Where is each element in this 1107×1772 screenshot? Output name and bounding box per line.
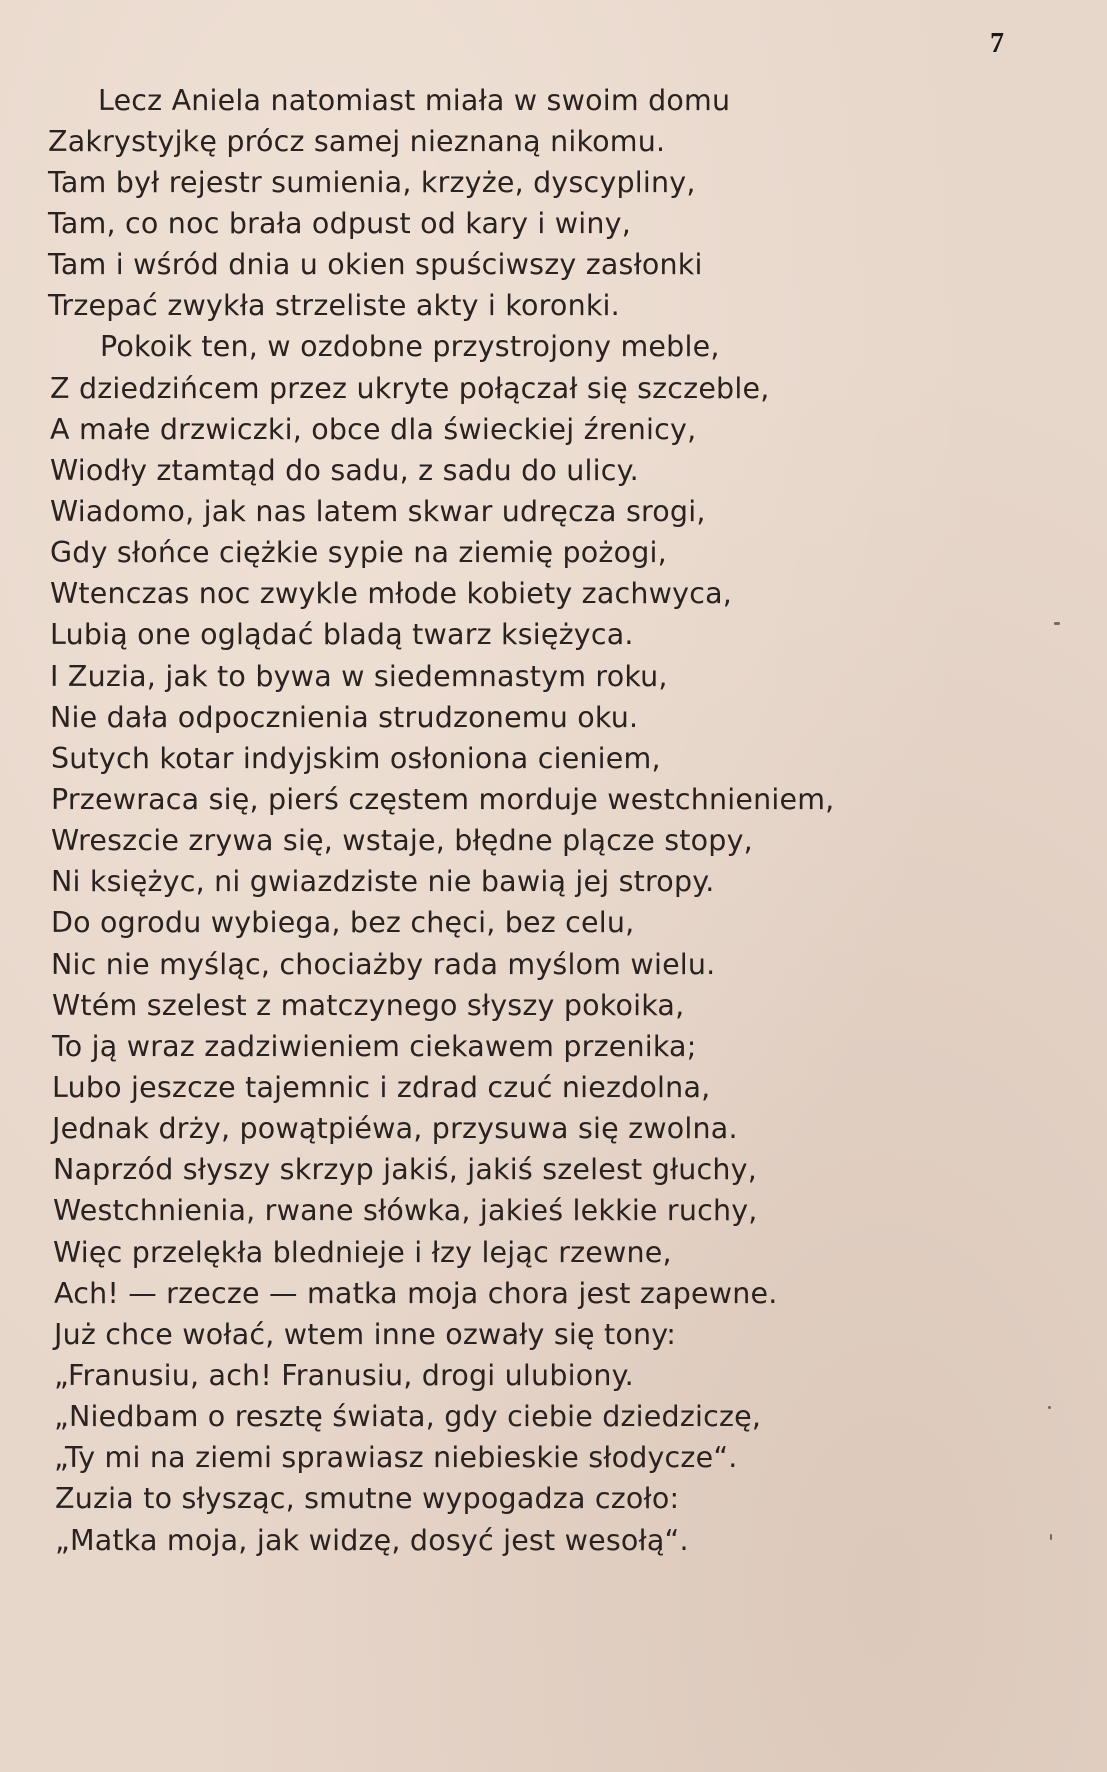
poem-line-27: Naprzód słyszy skrzyp jakiś, jakiś szelest głuchy, (53, 1153, 758, 1186)
poem-line-7: Pokoik ten, w ozdobne przystrojony meble, (100, 330, 720, 363)
poem-line-13: Wtenczas noc zwykle młode kobiety zachwyca, (50, 577, 733, 610)
poem-line-34: „Ty mi na ziemi sprawiasz niebieskie słodycze“. (54, 1441, 738, 1474)
poem-line-20: Ni księżyc, ni gwiazdziste nie bawią jej stropy. (51, 865, 715, 898)
poem-line-35: Zuzia to słysząc, smutne wypogadza czoło: (55, 1482, 680, 1515)
poem-line-3: Tam był rejestr sumienia, krzyże, dyscypliny, (48, 166, 696, 199)
poem-line-1: Lecz Aniela natomiast miała w swoim domu (98, 84, 731, 117)
poem-line-6: Trzepać zwykła strzeliste akty i koronki. (48, 289, 620, 322)
poem-line-11: Wiadomo, jak nas latem skwar udręcza srogi, (50, 495, 706, 528)
poem-line-22: Nic nie myśląc, chociażby rada myślom wielu. (51, 948, 716, 981)
poem-line-33: „Niedbam o resztę świata, gdy ciebie dziedziczę, (54, 1400, 762, 1433)
poem-line-17: Sutych kotar indyjskim osłoniona cieniem, (51, 742, 661, 775)
poem-line-21: Do ogrodu wybiega, bez chęci, bez celu, (51, 906, 635, 939)
poem-line-32: „Franusiu, ach! Franusiu, drogi ulubiony. (54, 1359, 634, 1392)
poem-line-4: Tam, co noc brała odpust od kary i winy, (48, 207, 631, 240)
paper-speck (1054, 622, 1060, 625)
poem-line-18: Przewraca się, pierś częstem morduje westchnieniem, (51, 783, 835, 816)
poem-line-19: Wreszcie zrywa się, wstaje, błędne plącze stopy, (51, 824, 753, 857)
poem-line-31: Już chce wołać, wtem inne ozwały się tony: (54, 1318, 677, 1351)
poem-line-30: Ach! — rzecze — matka moja chora jest zapewne. (54, 1277, 778, 1310)
poem-line-29: Więc przelękła blednieje i łzy lejąc rzewne, (53, 1236, 672, 1269)
poem-line-28: Westchnienia, rwane słówka, jakieś lekkie ruchy, (53, 1194, 758, 1227)
poem-line-5: Tam i wśród dnia u okien spuściwszy zasłonki (48, 248, 703, 281)
poem-line-14: Lubią one oglądać bladą twarz księżyca. (50, 618, 634, 651)
paper-speck (1048, 1406, 1051, 1409)
poem-line-16: Nie dała odpocznienia strudzonemu oku. (50, 701, 639, 734)
poem-line-9: A małe drzwiczki, obce dla świeckiej źrenicy, (50, 413, 697, 446)
poem-line-8: Z dziedzińcem przez ukryte połączał się szczeble, (50, 372, 770, 405)
poem-line-2: Zakrystyjkę prócz samej nieznaną nikomu. (48, 125, 666, 158)
poem-line-36: „Matka moja, jak widzę, dosyć jest wesołą“. (55, 1524, 689, 1557)
paper-speck (1050, 1534, 1052, 1540)
poem-line-24: To ją wraz zadziwieniem ciekawem przenika; (52, 1030, 697, 1063)
poem-line-10: Wiodły ztamtąd do sadu, z sadu do ulicy. (50, 454, 639, 487)
poem-line-15: I Zuzia, jak to bywa w siedemnastym roku, (50, 660, 668, 693)
page-number: 7 (990, 28, 1004, 59)
poem-line-25: Lubo jeszcze tajemnic i zdrad czuć niezdolna, (52, 1071, 711, 1104)
poem-line-12: Gdy słońce ciężkie sypie na ziemię pożogi, (50, 536, 667, 569)
poem-line-26: Jednak drży, powątpiéwa, przysuwa się zwolna. (52, 1112, 738, 1145)
poem-line-23: Wtém szelest z matczynego słyszy pokoika, (52, 989, 685, 1022)
